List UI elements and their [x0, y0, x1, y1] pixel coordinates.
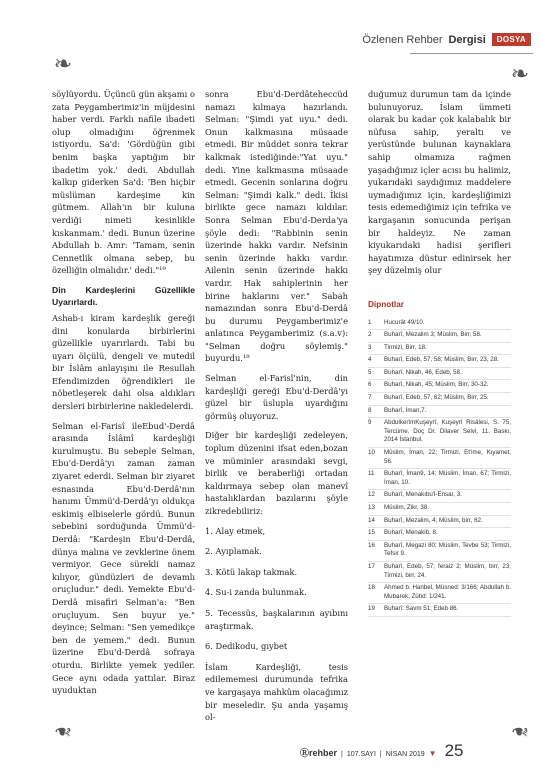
footnote-number: 16 — [368, 541, 375, 549]
footnote-item — [368, 368, 511, 381]
footnote-item — [368, 490, 511, 503]
section-heading: Din Kardeşlerini Güzellikle Uyarırlardı. — [52, 284, 195, 307]
footnote-text: Buharî, Mezalim 3; Müslim, Birr, 58. — [384, 331, 482, 339]
footnote-item — [368, 393, 511, 406]
footnote-item — [368, 503, 511, 516]
footnote-item — [368, 469, 511, 490]
header-title-bold: Dergisi — [448, 33, 486, 46]
footnote-text: Buharî, İman,7. — [384, 406, 427, 414]
paragraph: sonra Ebu'd-Derdâteheccüd namazı kılmaya hazırlandı. Selman: "Şimdi yat uyu." dedi. Onun kalkmasına müsaade etmedi. Bir müddet sonra tekrar kalkmak istediğinde:"Yat uyu." dedi. Yine kalkmasına müsaade etmedi. Gecenin sonlarına doğru Selman: "Şimdi kalk." dedi. İkisi birlikte gece namazı kıldılar. Sonra Selman Ebu'd-Derda'ya şöyle dedi: "Rabbinin senin üzerinde hakkı vardır. Nefsinin senin üzerinde hakkı vardır. Ailenin senin üzerinde hakkı vardır. Hak sahiplerinin her birine haklarını ver." Sabah namazından sonra Ebu'd-Derdâ bu durumu Peygamberimiz'e anlatınca Peygamberimiz (s.a.v): "Selman doğru söylemiş." buyurdu.¹⁹ — [205, 89, 348, 364]
paragraph: Diğer bir kardeşliği zedeleyen, toplum düzenini ifsat eden,bozan ve müminler arasındaki sevgi, birlik ve beraberliği ortadan kaldırmaya sebep olan manevî hastalıklardan bazılarını şöyle zikredebiliriz: — [205, 430, 348, 516]
footnote-number: 12 — [368, 491, 375, 499]
footnote-text: Müslim, İman, 22; Tirmizi, Et'ime, Kıyamet, 56. — [384, 449, 511, 465]
magazine-logo: Ⓡrehber — [300, 748, 338, 758]
footnote-text: Tirmizi, Birr, 18. — [384, 343, 427, 351]
corner-ornament-icon: ❧ — [53, 52, 73, 77]
list-item: 4. Su-i zanda bulunmak. — [205, 587, 307, 598]
footnote-item — [368, 330, 511, 343]
footnote-number: 5 — [368, 368, 372, 376]
footnote-number: 18 — [368, 584, 375, 592]
footnote-number: 19 — [368, 605, 375, 613]
footnote-item — [368, 604, 511, 617]
issue-number: 107.SAYI — [346, 751, 376, 758]
footnote-text: Buharî, Edeb, 57; feraiz 2; Müslim, birr, 23; Tirmizi, birr, 24. — [384, 562, 511, 579]
footnote-number: 11 — [368, 470, 375, 478]
footnote-number: 8 — [368, 406, 372, 414]
footer-separator: | — [341, 751, 343, 758]
header-title: Özlenen Rehber — [362, 33, 443, 46]
footnote-item — [368, 318, 511, 331]
footnote-number: 13 — [368, 504, 375, 511]
corner-ornament-icon: ❧ — [510, 62, 530, 87]
footnote-item — [368, 562, 511, 583]
footnote-number: 14 — [368, 516, 375, 524]
footnote-item — [368, 380, 511, 393]
footnote-text: Buharî: Savm 51; Edeb 86. — [384, 605, 459, 613]
numbered-list — [205, 525, 348, 653]
running-header — [362, 33, 531, 46]
footnote-text: Buharî, Megazi 80; Müslim, Tevbe 53; Tirmizi, Tefsir 9. — [384, 541, 511, 558]
text-column-1 — [52, 88, 195, 704]
footnote-text: Buharî, Mezalim, 4; Müslim, birr, 62. — [384, 516, 483, 524]
paragraph: İslam Kardeşliği, tesis edilememesi durumunda tefrika ve kargaşaya mahkûm olacağımız bir meseledir. Şu anda yaşamış ol- — [205, 661, 348, 723]
corner-ornament-icon: ❧ — [53, 718, 73, 743]
list-item: 1. Alay etmek, — [205, 525, 266, 536]
footnote-item — [368, 516, 511, 529]
footer-separator: | — [379, 751, 382, 758]
footnote-text: Hucurât 49/10. — [384, 318, 425, 326]
footnote-item — [368, 448, 511, 469]
footnote-number: 10 — [368, 449, 375, 457]
paragraph: Ashab-ı kiram kardeşlik gereği dini konularda birbirlerini güzellikle uyarırlardı. Tabi bu uyarı ölçülü, dengeli ve mutedil bir İslâm anlayışını ile Resullah Efendimizden öğrendikleri ile nöbetleşerek dahi olsa aldıkları dersleri birbirlerine nakledelerdi. — [52, 312, 195, 412]
footnotes-heading: Dipnotlar — [368, 299, 404, 309]
page-number: 25 — [444, 741, 464, 760]
footnote-item — [368, 418, 511, 448]
footnote-text: Buharî, İman9, 14; Müslim, İman, 67; Tirmizi, İman, 10. — [384, 470, 511, 486]
footnote-text: Buharî, Menakib, 8. — [384, 529, 438, 537]
triangle-icon: ▼ — [428, 749, 437, 758]
footnote-number: 17 — [368, 562, 375, 570]
footnote-number: 3 — [368, 343, 372, 351]
header-rule — [410, 53, 533, 54]
footnote-text: AbdulkerîmKuşeyrî, Kuşeyrî Risâlesi, S. 75, Tercüme, Doç Dr. Dilaver Selvi, 11. Baskı, 2014 İstanbul. — [384, 419, 511, 444]
footnote-item — [368, 541, 511, 562]
paragraph: duğumuz durumun tam da içinde bulunuyoruz. İslam ümmeti olarak bu kadar çok kalabalık bir nüfusa sahip, yeraltı ve yerüstünde bulunan kaynaklara sahip olmamıza rağmen yaşadığımız içler acısı bu halimiz, yukarıdaki saydığımız maddelere uymadığımız için, kardeşliğimizi tesis edemediğimiz için tefrika ve kargaşanın sonucunda perişan bir haldeyiz. Ne zaman kiyukarıdaki hadisi şerifleri hayatımıza düstur edinirsek her şey düzelmiş olur — [368, 89, 511, 276]
footnote-text: Buharî, Nikah, 45; Müslim, Birr, 30-32. — [384, 381, 489, 389]
footnote-item — [368, 406, 511, 419]
paragraph: söylüyordu. Üçüncü gün akşamı o zata Peygamberimiz'in müjdesini haber verdi. Farklı nafile ibadeti olup olmadığını öğrenmek istiyordu. Sa'd: 'Gördüğün gibi benim başka yaptığım bir ibadetim yok.' dedi. Abdullah kalkıp giderken Sa'd: 'Ben hiçbir müslüman kardeşime kin gütmem. Allah'ın bir kuluna verdiği nimeti kesinlikle kıskanmam.' dedi. Bunun üzerine Abdullah b. Amr: 'Tamam, senin Cennetlik olmana sebep, bu özelliğin olmalıdır.' dedi."¹⁹ — [52, 89, 195, 276]
footnote-text: Müslim, Zikr, 38. — [384, 504, 430, 511]
footnote-item — [368, 528, 511, 541]
footnote-text: Buharî, Edeb, 57, 58; Müslim, Birr, 23, 28. — [384, 356, 499, 364]
footnote-number: 6 — [368, 381, 372, 389]
text-column-2 — [205, 88, 348, 731]
list-item: 2. Ayıplamak. — [205, 546, 262, 557]
footnote-text: Buharî, Edeb, 57, 62; Müslim, Birr, 25. — [384, 394, 489, 402]
footnote-number: 15 — [368, 529, 375, 537]
list-item: 5. Tecessüs, başkalarının ayıbını araştırmak. — [205, 607, 348, 631]
list-item: 3. Kötü lakap takmak. — [205, 566, 298, 577]
footnote-text: Buharî, Menakıbu'l-Ensar, 3. — [384, 491, 462, 499]
footnote-item — [368, 583, 511, 604]
footnote-number: 2 — [368, 331, 372, 339]
footnote-number: 1 — [368, 318, 372, 326]
section-badge: DOSYA — [492, 33, 531, 46]
issue-date: NİSAN 2019 — [385, 751, 425, 758]
footnote-item — [368, 343, 511, 356]
list-item: 6. Dedikodu, gıybet — [205, 641, 288, 652]
paragraph: Selman el-Farisî'nin, din kardeşliği gereği Ebu'd-Derdâ'yı güzel bir üslupla uyardığını görmüş oluyoruz. — [205, 373, 348, 421]
footnote-text: Ahmed b. Hanbel, Müsned: 3/166; Abdullah b. Mubarek, Zühd: 1/241. — [384, 584, 511, 600]
footnote-number: 7 — [368, 394, 372, 402]
paragraph: Selman el-Farisî ileEbud'-Derdâ arasında İslâmî kardeşliği kurulmuştu. Bu sebeple Selman, Ebu'd-Derdâ'yı zaman zaman ziyaret ederdi. Selman bir ziyaret esnasında Ebu'd-Derdâ'nın hanımı Ümmü'd-Derdâ'yı oldukça eskimiş elbiselerle gördü. Bunun sebebini sorduğunda Ümmü'd-Derdâ: "Kardeşin Ebu'd-Derdâ, dünya malına ve zevklerine önem vermiyor. Gece sürekli namaz kılıyor, gündüzleri de devamlı oruçludur." dedi. Yemekte Ebu'd-Derdâ misafiri Selman'a: "Ben oruçluyum. Sen buyur ye." deyince; Selman: "Sen yemedikçe ben de yemem." dedi. Bunun üzerine Ebu'd-Derdâ sofraya oturdu. Birlikte yemek yediler. Gece aynı odada yattılar. Biraz uyuduktan — [52, 420, 195, 696]
footnote-item — [368, 355, 511, 368]
text-column-3 — [368, 88, 511, 617]
corner-ornament-icon: ❧ — [510, 718, 530, 743]
footnotes-list — [368, 318, 511, 617]
footnote-number: 4 — [368, 356, 372, 364]
footnote-number: 9 — [368, 419, 372, 427]
footnote-text: Buharî, Nikah, 46, Edeb, 58. — [384, 368, 462, 376]
page-footer — [300, 741, 464, 761]
